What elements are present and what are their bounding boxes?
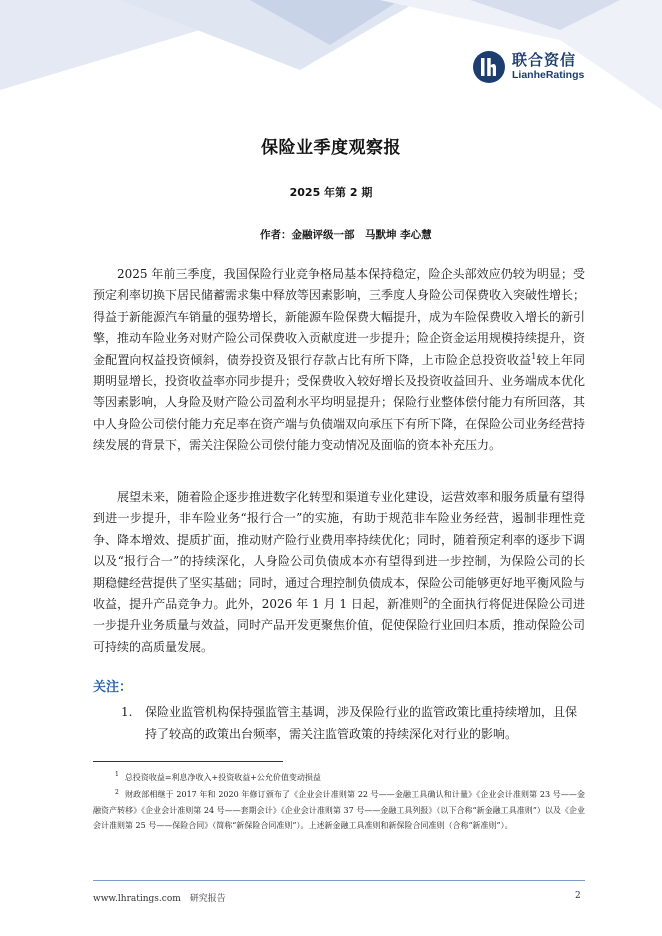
page-number: 2 [575,891,581,901]
footnotes [93,770,585,835]
brand-name-cn: 联合资信 [512,51,577,69]
para1-text-a: 2025 年前三季度，我国保险行业竞争格局基本保持稳定，险企头部效应仍较为明显；受预定利率切换下居民储蓄需求集中释放等因素影响，三季度人身险公司保费收入突破性增长；得益于新能源汽车销量的强势增长，新能源车险保费大幅提升，成为车险保费收入增长的新引擎，推动车险业务对财产险公司保费收入贡献度进一步提升；险企资金运用规模持续提升，资金配置向权益投资倾斜，债券投资及银行存款占比有所下降，上市险企总投资收益 [93,267,586,367]
report-author: 作者：金融评级一部 马默坤 李心慧 [260,229,432,241]
outlook-paragraph [93,487,585,658]
footnote-divider [93,761,283,762]
focus-heading: 关注： [93,680,133,695]
footnote-1-number: 1 [115,771,119,779]
lianhe-logo-icon [472,50,506,84]
focus-item-number: 1. [121,705,133,719]
footnote-ref-1: 1 [531,351,537,361]
footnote-ref-2: 2 [423,596,429,606]
focus-item [121,701,587,745]
footer-divider [93,880,585,881]
footnote-1 [93,770,585,785]
footnote-2 [93,787,585,833]
para1-text-b: 较上年同期明显增长，投资收益率亦同步提升；受保费收入较好增长及投资收益回升、业务端成本优化等因素影响，人身险及财产险公司盈利水平均明显提升；保险行业整体偿付能力有所回落，其中人身险公司偿付能力充足率在资产端与负债端双向承压下有所下降，在保险公司业务经营持续发展的背景下，需关注保险公司偿付能力变动情况及面临的资本补充压力。 [93,352,586,453]
report-issue: 2025 年第 2 期 [289,186,373,199]
report-title: 保险业季度观察报 [261,138,401,158]
footnote-1-text: 总投资收益=利息净收入+投资收益+公允价值变动损益 [124,773,321,782]
para2-text-a: 展望未来，随着险企逐步推进数字化转型和渠道专业化建设，运营效率和服务质量有望得到进一步提升，非车险业务“报行合一”的实施，有助于规范非车险业务经营，遏制非理性竞争、降本增效、提质扩面，推动财产险行业费用率持续优化；同时，随着预定利率的逐步下调以及“报行合一”的持续深化，人身险公司负债成本亦有望得到进一步控制，为保险公司的长期稳健经营提供了坚实基础；同时，通过合理控制负债成本，保险公司能够更好地平衡风险与收益，提升产品竞争力。此外，2026 年 1 月 1 日起，新准则 [93,490,586,612]
brand-name-en: LianheRatings [512,69,585,81]
footnote-2-text: 财政部相继于 2017 年和 2020 年修订颁布了《企业会计准则第 22 号——金融工具确认和计量》《企业会计准则第 23 号——金融资产转移》《企业会计准则第 24 号——套期会计》《企业会计准则第 37 号——金融工具列报》（以下合称“新金融工具准则”）以及《企业会计准则第 25 号——保险合同》（简称“新保险合同准则”）。上述新金融工具准则和新保险合同准则（合称“新准则”）。 [93,790,585,830]
footnote-2-number: 2 [115,788,119,796]
brand-logo [472,50,584,84]
footer-site: www.lhratings.com 研究报告 [93,894,226,904]
focus-item-text: 保险业监管机构保持强监管主基调，涉及保险行业的监管政策比重持续增加，且保持了较高的政策出台频率，需关注监管政策的持续深化对行业的影响。 [145,705,578,741]
summary-paragraph-1 [93,264,585,457]
para2-text-b: 的全面执行将促进保险公司进一步提升业务质量与效益，同时产品开发更聚焦价值，促使保险行业回归本质，推动保险公司可持续的高质量发展。 [93,597,586,654]
